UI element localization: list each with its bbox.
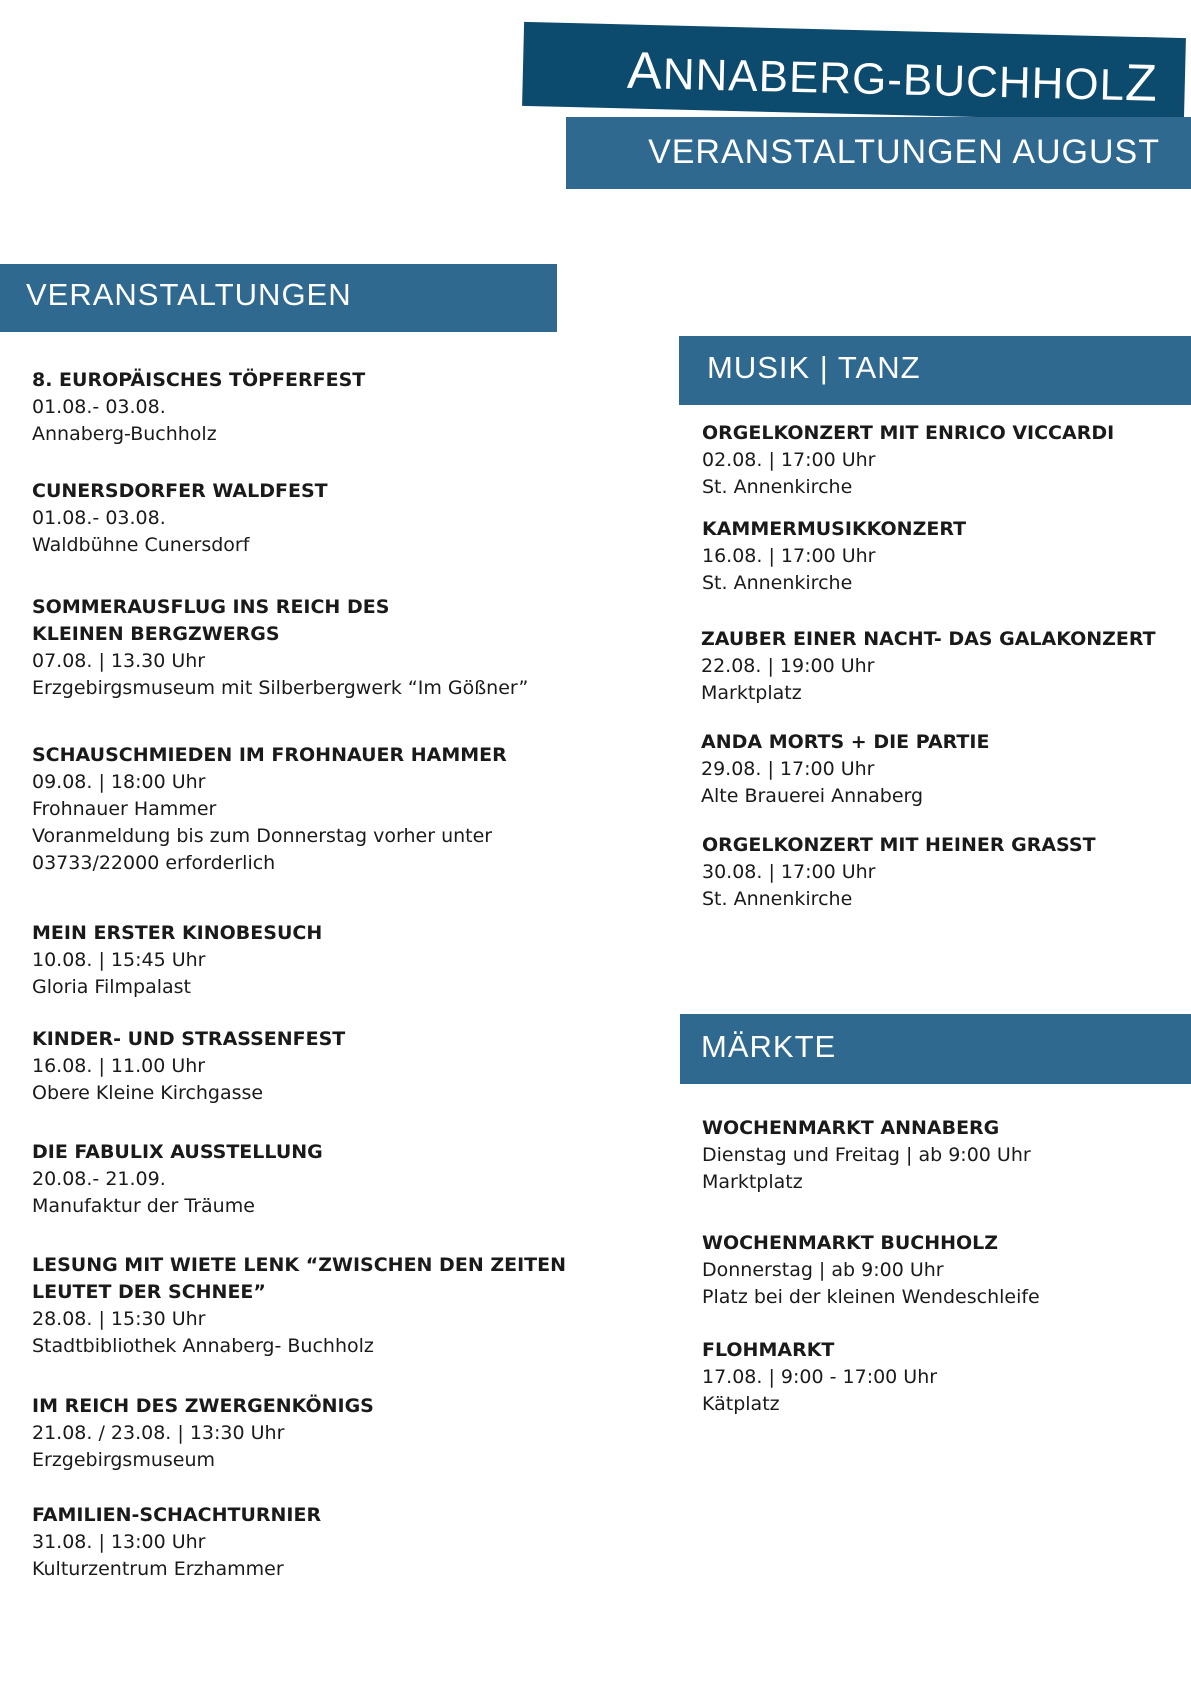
event-note: 03733/22000 erforderlich xyxy=(32,852,276,874)
music-title: ANDA MORTS + DIE PARTIE xyxy=(701,731,990,753)
event-date: 28.08. | 15:30 Uhr xyxy=(32,1308,206,1330)
market-item xyxy=(702,1337,937,1418)
music-date: 02.08. | 17:00 Uhr xyxy=(702,449,876,471)
market-location: Marktplatz xyxy=(702,1171,803,1193)
event-title: CUNERSDORFER WALDFEST xyxy=(32,480,328,502)
event-location: Obere Kleine Kirchgasse xyxy=(32,1082,264,1104)
section-header-events: VERANSTALTUNGEN xyxy=(0,264,557,332)
music-date: 22.08. | 19:00 Uhr xyxy=(701,655,875,677)
event-title: IM REICH DES ZWERGENKÖNIGS xyxy=(32,1395,374,1417)
event-location: Manufaktur der Träume xyxy=(32,1195,255,1217)
event-date: 09.08. | 18:00 Uhr xyxy=(32,771,206,793)
event-item xyxy=(32,1393,374,1474)
event-title: 8. EUROPÄISCHES TÖPFERFEST xyxy=(32,369,366,391)
music-item xyxy=(702,832,1096,913)
event-location: Erzgebirgsmuseum xyxy=(32,1449,216,1471)
page-subtitle: VERANSTALTUNGEN AUGUST xyxy=(648,133,1160,171)
event-title: MEIN ERSTER KINOBESUCH xyxy=(32,922,323,944)
market-schedule: Dienstag und Freitag | ab 9:00 Uhr xyxy=(702,1144,1031,1166)
event-title: SOMMERAUSFLUG INS REICH DES KLEINEN BERGZWERGS xyxy=(32,596,390,645)
music-location: Alte Brauerei Annaberg xyxy=(701,785,924,807)
page-title: ANNABERG-BUCHHOLZ xyxy=(626,41,1159,113)
market-title: WOCHENMARKT ANNABERG xyxy=(702,1117,1000,1139)
music-item xyxy=(701,626,1156,707)
market-title: FLOHMARKT xyxy=(702,1339,835,1361)
section-header-music: MUSIK | TANZ xyxy=(679,336,1191,405)
event-date: 01.08.- 03.08. xyxy=(32,396,166,418)
event-item xyxy=(32,1252,566,1360)
section-header-markets: MÄRKTE xyxy=(680,1014,1191,1084)
event-location: Waldbühne Cunersdorf xyxy=(32,534,250,556)
music-item xyxy=(701,729,989,810)
music-title: ZAUBER EINER NACHT- DAS GALAKONZERT xyxy=(701,628,1156,650)
event-item xyxy=(32,478,328,559)
event-note: Voranmeldung bis zum Donnerstag vorher unter xyxy=(32,825,493,847)
event-title: DIE FABULIX AUSSTELLUNG xyxy=(32,1141,323,1163)
event-location: Kulturzentrum Erzhammer xyxy=(32,1558,284,1580)
music-item xyxy=(702,420,1114,501)
event-date: 10.08. | 15:45 Uhr xyxy=(32,949,206,971)
event-item xyxy=(32,742,507,877)
event-item xyxy=(32,920,322,1001)
event-item xyxy=(32,1502,321,1583)
event-location: Annaberg-Buchholz xyxy=(32,423,217,445)
market-item xyxy=(702,1230,1040,1311)
music-location: St. Annenkirche xyxy=(702,888,853,910)
market-schedule: 17.08. | 9:00 - 17:00 Uhr xyxy=(702,1366,938,1388)
music-title: ORGELKONZERT MIT HEINER GRASST xyxy=(702,834,1096,856)
market-location: Kätplatz xyxy=(702,1393,780,1415)
music-title: KAMMERMUSIKKONZERT xyxy=(702,518,967,540)
event-date: 01.08.- 03.08. xyxy=(32,507,166,529)
event-item xyxy=(32,1139,323,1220)
event-location: Frohnauer Hammer xyxy=(32,798,217,820)
event-date: 07.08. | 13.30 Uhr xyxy=(32,650,206,672)
event-date: 21.08. / 23.08. | 13:30 Uhr xyxy=(32,1422,285,1444)
event-item xyxy=(32,1026,345,1107)
music-item xyxy=(702,516,966,597)
event-item xyxy=(32,594,528,702)
music-date: 16.08. | 17:00 Uhr xyxy=(702,545,876,567)
event-date: 20.08.- 21.09. xyxy=(32,1168,166,1190)
music-location: Marktplatz xyxy=(701,682,802,704)
event-title: LESUNG MIT WIETE LENK “ZWISCHEN DEN ZEITEN LEUTET DER SCHNEE” xyxy=(32,1254,566,1303)
event-title: SCHAUSCHMIEDEN IM FROHNAUER HAMMER xyxy=(32,744,507,766)
event-title: KINDER- UND STRASSENFEST xyxy=(32,1028,346,1050)
event-date: 16.08. | 11.00 Uhr xyxy=(32,1055,206,1077)
music-date: 29.08. | 17:00 Uhr xyxy=(701,758,875,780)
music-location: St. Annenkirche xyxy=(702,572,853,594)
event-item xyxy=(32,367,365,448)
event-location: Stadtbibliothek Annaberg- Buchholz xyxy=(32,1335,374,1357)
music-location: St. Annenkirche xyxy=(702,476,853,498)
market-title: WOCHENMARKT BUCHHOLZ xyxy=(702,1232,999,1254)
event-location: Erzgebirgsmuseum mit Silberbergwerk “Im Gößner” xyxy=(32,677,529,699)
market-item xyxy=(702,1115,1031,1196)
music-date: 30.08. | 17:00 Uhr xyxy=(702,861,876,883)
event-location: Gloria Filmpalast xyxy=(32,976,191,998)
event-title: FAMILIEN-SCHACHTURNIER xyxy=(32,1504,322,1526)
market-location: Platz bei der kleinen Wendeschleife xyxy=(702,1286,1040,1308)
event-date: 31.08. | 13:00 Uhr xyxy=(32,1531,206,1553)
market-schedule: Donnerstag | ab 9:00 Uhr xyxy=(702,1259,944,1281)
music-title: ORGELKONZERT MIT ENRICO VICCARDI xyxy=(702,422,1115,444)
